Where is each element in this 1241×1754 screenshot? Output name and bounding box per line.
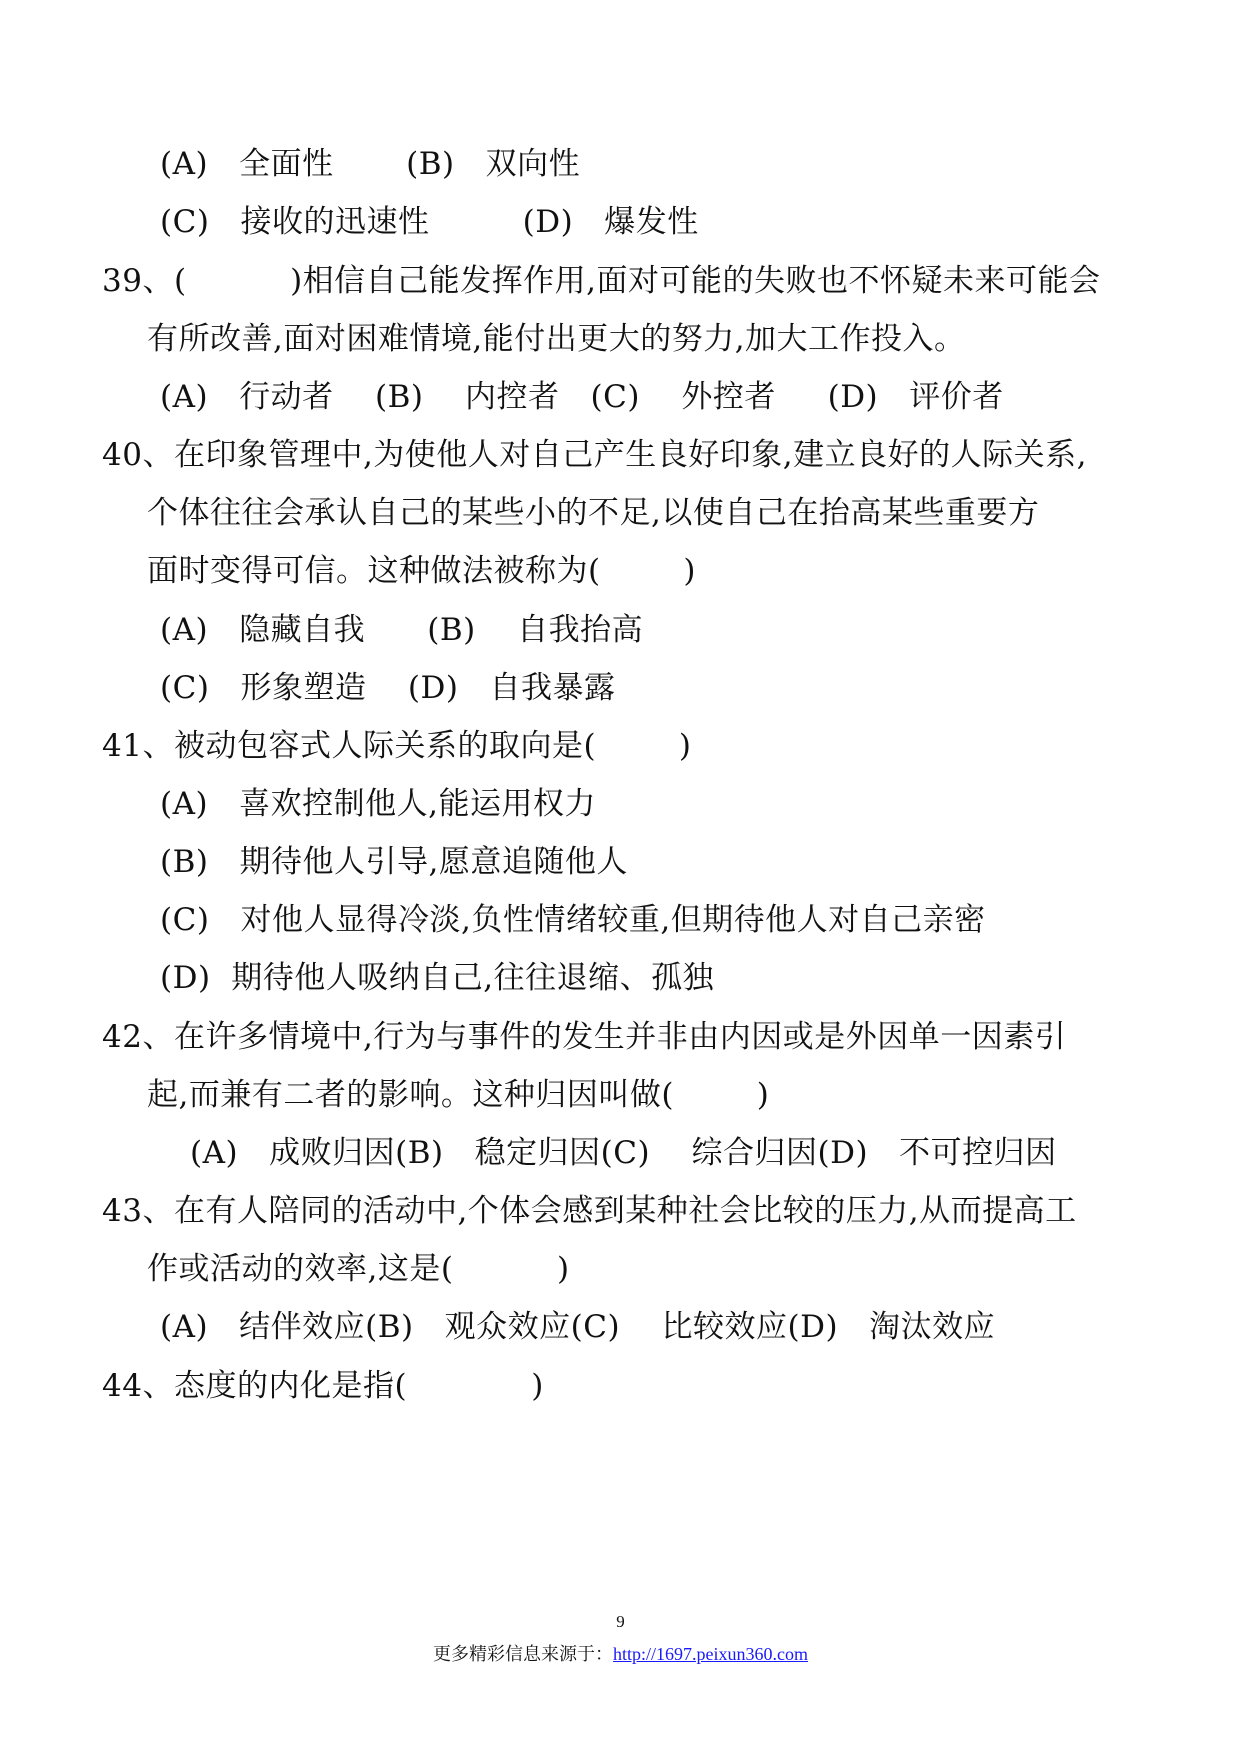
source-link[interactable]: http://1697.peixun360.com — [613, 1644, 808, 1664]
q40-options-cd: (C) 形象塑造 (D) 自我暴露 — [160, 670, 616, 706]
q44-stem: 44、态度的内化是指( ) — [102, 1368, 544, 1404]
source-label: 更多精彩信息来源于： — [433, 1644, 613, 1664]
q39-options: (A) 行动者 (B) 内控者 (C) 外控者 (D) 评价者 — [160, 379, 1004, 415]
q41-option-a: (A) 喜欢控制他人,能运用权力 — [160, 786, 596, 822]
q38-options-ab: (A) 全面性 (B) 双向性 — [160, 146, 581, 182]
q40-stem-line2: 个体往往会承认自己的某些小的不足,以使自己在抬高某些重要方 — [147, 495, 1040, 531]
q41-option-d: (D) 期待他人吸纳自己,往往退缩、孤独 — [160, 960, 715, 996]
q39-stem-line2: 有所改善,面对困难情境,能付出更大的努力,加大工作投入。 — [147, 321, 966, 357]
q39-stem-line1: 39、( )相信自己能发挥作用,面对可能的失败也不怀疑未来可能会 — [102, 263, 1101, 299]
q41-option-c: (C) 对他人显得冷淡,负性情绪较重,但期待他人对自己亲密 — [160, 902, 986, 938]
q40-stem-line3: 面时变得可信。这种做法被称为( ) — [147, 553, 697, 589]
q41-option-b: (B) 期待他人引导,愿意追随他人 — [160, 844, 628, 880]
q38-options-cd: (C) 接收的迅速性 (D) 爆发性 — [160, 204, 699, 240]
q43-options: (A) 结伴效应(B) 观众效应(C) 比较效应(D) 淘汰效应 — [160, 1309, 996, 1345]
q40-stem-line1: 40、在印象管理中,为使他人对自己产生良好印象,建立良好的人际关系, — [102, 437, 1088, 473]
source-footer — [0, 1640, 1241, 1666]
q40-options-ab: (A) 隐藏自我 (B) 自我抬高 — [160, 612, 644, 648]
q43-stem-line2: 作或活动的效率,这是( ) — [147, 1251, 570, 1287]
q42-stem-line1: 42、在许多情境中,行为与事件的发生并非由内因或是外因单一因素引 — [102, 1019, 1067, 1055]
q41-stem: 41、被动包容式人际关系的取向是( ) — [102, 728, 692, 764]
q42-stem-line2: 起,而兼有二者的影响。这种归因叫做( ) — [147, 1077, 770, 1113]
page-number: 9 — [616, 1612, 625, 1631]
q42-options: (A) 成败归因(B) 稳定归因(C) 综合归因(D) 不可控归因 — [190, 1135, 1057, 1171]
q43-stem-line1: 43、在有人陪同的活动中,个体会感到某种社会比较的压力,从而提高工 — [102, 1193, 1077, 1229]
